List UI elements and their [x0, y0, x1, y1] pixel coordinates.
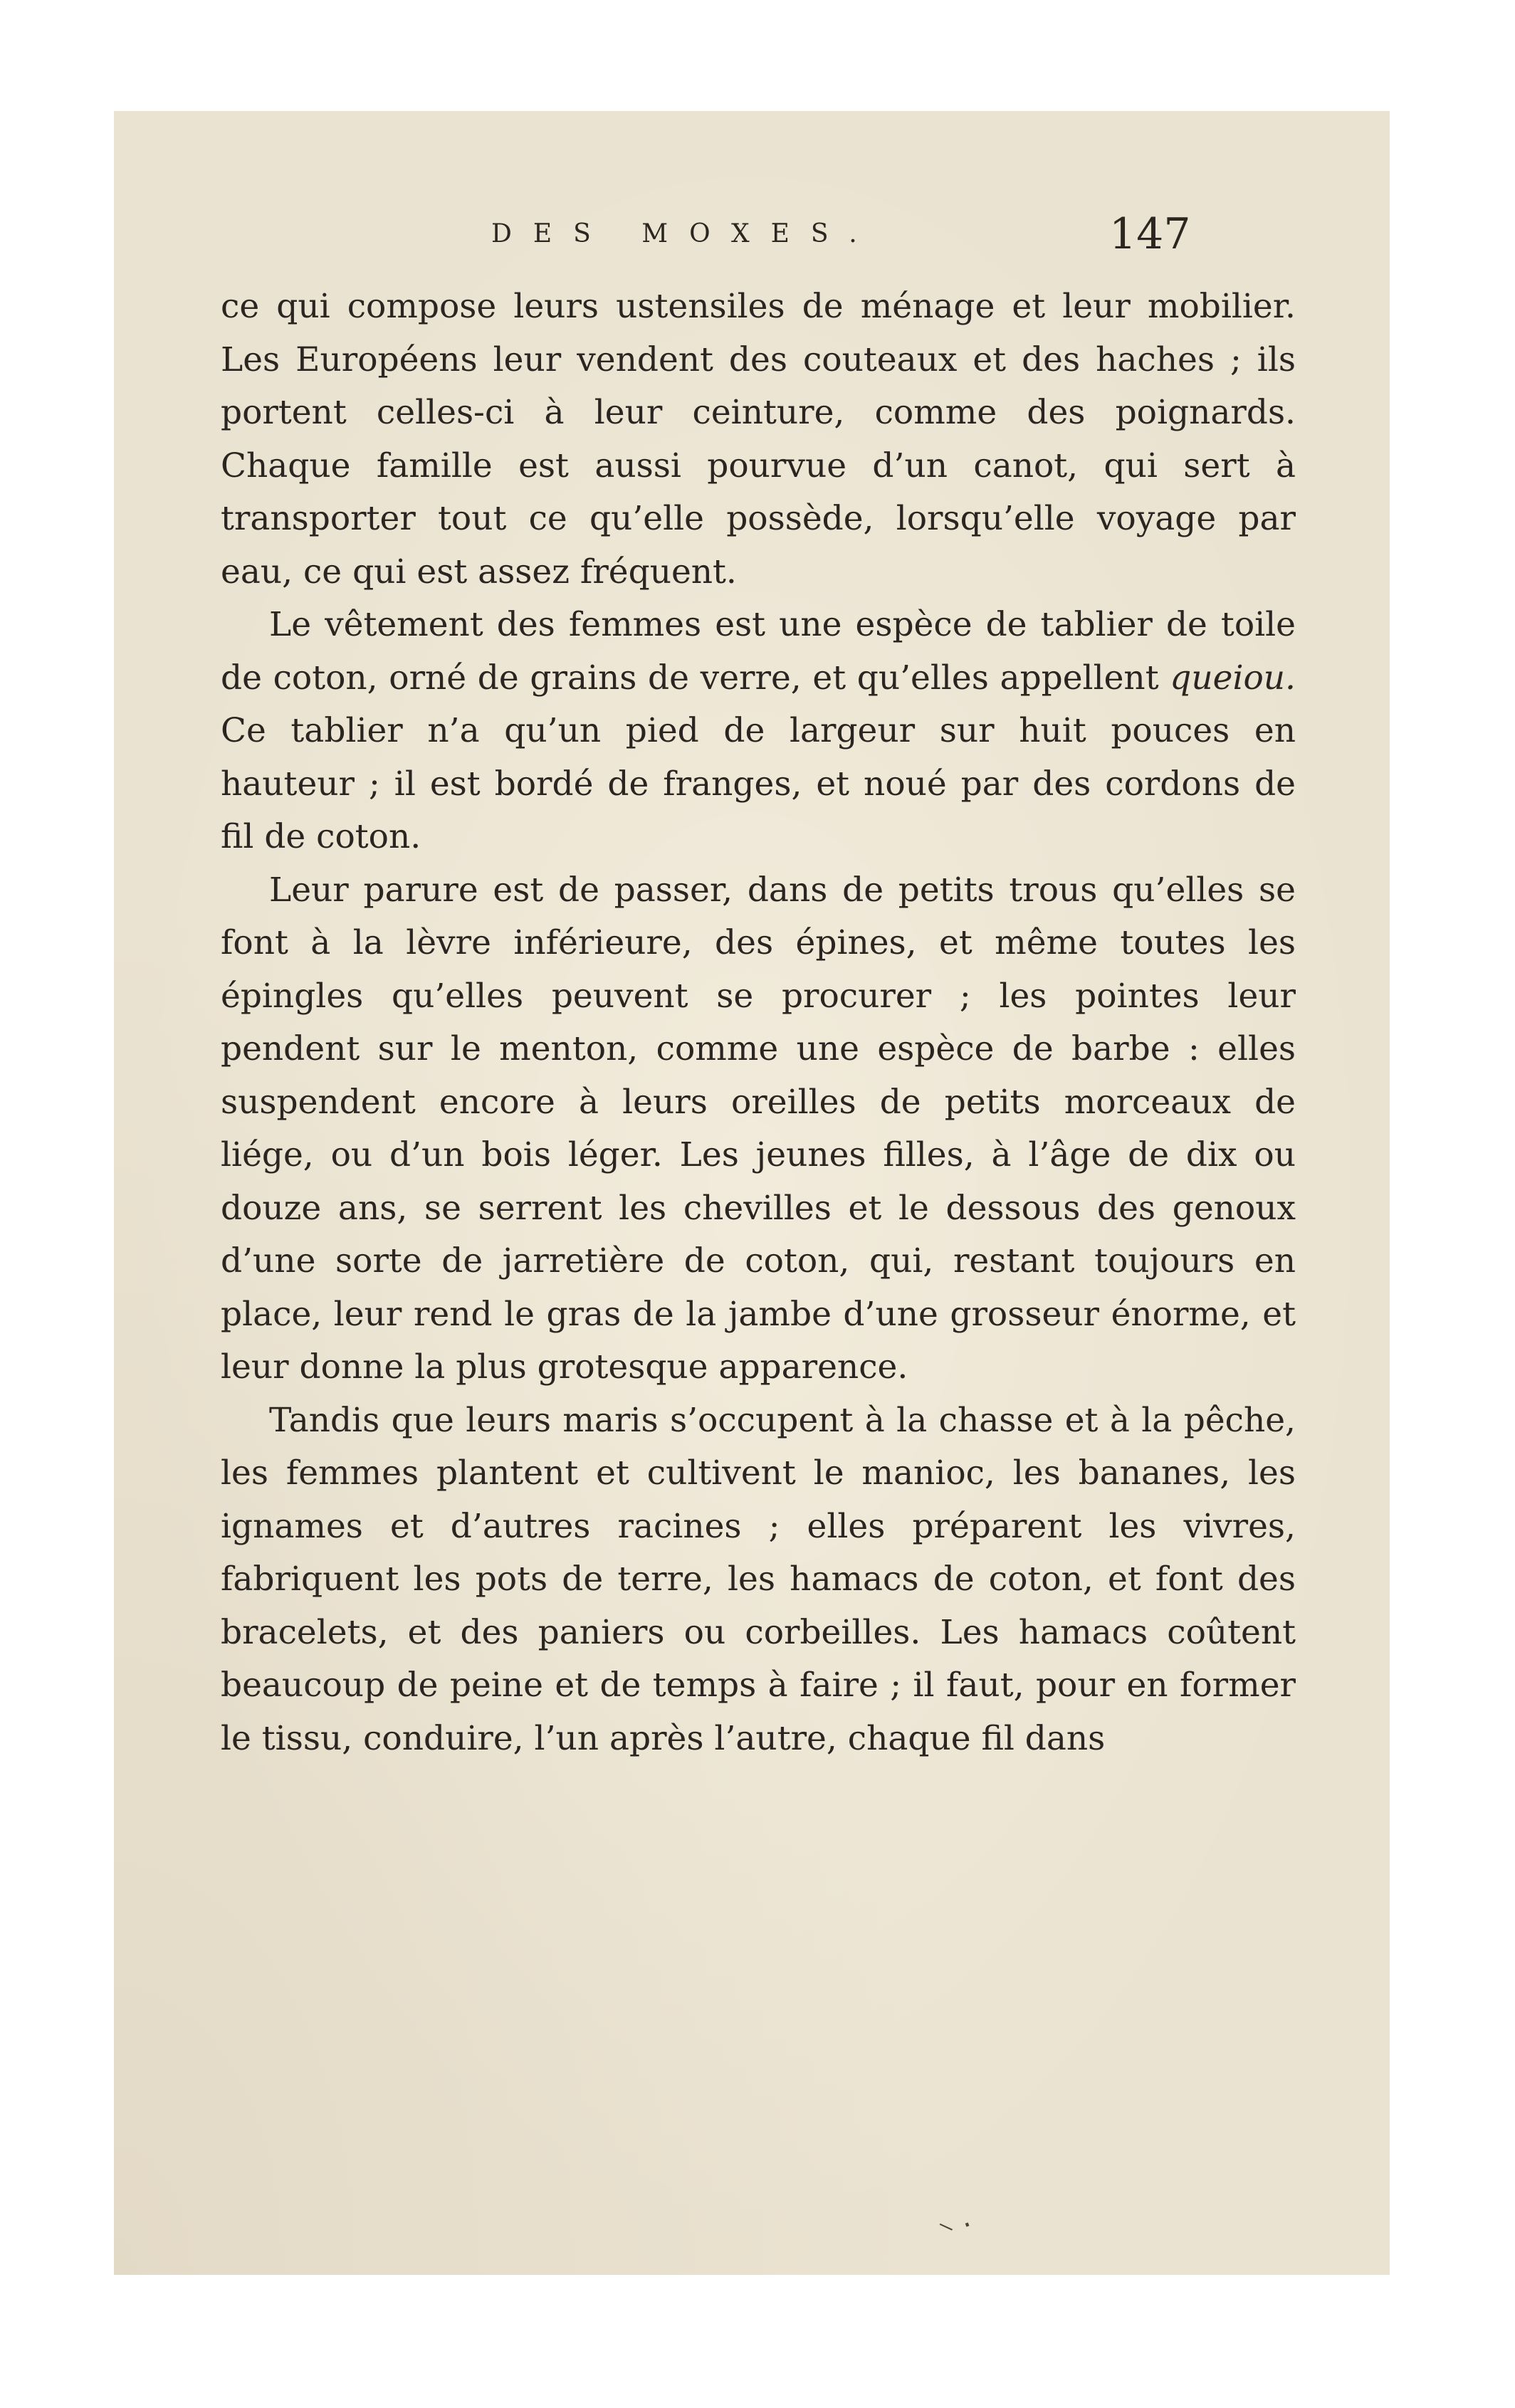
text-run: Leur parure est de passer, dans de petits trous qu’elles se font à la lèvre inférieure, des épines, et même toutes les épingles qu’elles peuvent se procurer ; les pointes leur pendent sur le menton, comme une espèce de barbe : elles suspendent encore à leurs oreilles de petits morceaux de liége, ou d’un bois léger. Les jeunes filles, à l’âge de dix ou douze ans, se serrent les chevilles et le dessous des genoux d’une sorte de jarretière de coton, qui, restant toujours en place, leur rend le gras de la jambe d’une grosseur énorme, et leur donne la plus grotesque apparence.: [221, 870, 1296, 1387]
ink-specks: ⸌ ·: [935, 2208, 977, 2251]
text-run: Tandis que leurs maris s’occupent à la chasse et à la pêche, les femmes plantent et cultivent le manioc, les bananes, les ignames et d’autres racines ; elles préparent les vivres, fabriquent les pots de terre, les hamacs de coton, et font des bracelets, et des paniers ou corbeilles. Les hamacs coûtent beaucoup de peine et de temps à faire ; il faut, pour en former le tissu, conduire, l’un après l’autre, chaque fil dans: [221, 1400, 1296, 1758]
text-run: Le vêtement des femmes est une espèce de tablier de toile de coton, orné de grains de verre, et qu’elles appellent: [221, 605, 1296, 698]
paragraph: [221, 864, 1296, 1394]
page-number: 147: [1109, 209, 1191, 259]
body-text: [221, 280, 1296, 1765]
text-run: ce qui compose leurs ustensiles de ménage et leur mobilier. Les Européens leur vendent des couteaux et des haches ; ils portent celles-ci à leur ceinture, comme des poignards. Chaque famille est aussi pourvue d’un canot, qui sert à transporter tout ce qu’elle possède, lorsqu’elle voyage par eau, ce qui est assez fréquent.: [221, 287, 1296, 592]
text-run: Ce tablier n’a qu’un pied de largeur sur huit pouces en hauteur ; il est bordé de franges, et noué par des cordons de fil de coton.: [221, 711, 1296, 856]
running-head: [114, 209, 1390, 266]
paragraph: [221, 1394, 1296, 1766]
italic-term: queiou.: [1170, 658, 1296, 698]
paragraph: [221, 280, 1296, 599]
book-page: [114, 111, 1390, 2275]
running-title: DES MOXES.: [491, 219, 879, 248]
paragraph: [221, 599, 1296, 864]
